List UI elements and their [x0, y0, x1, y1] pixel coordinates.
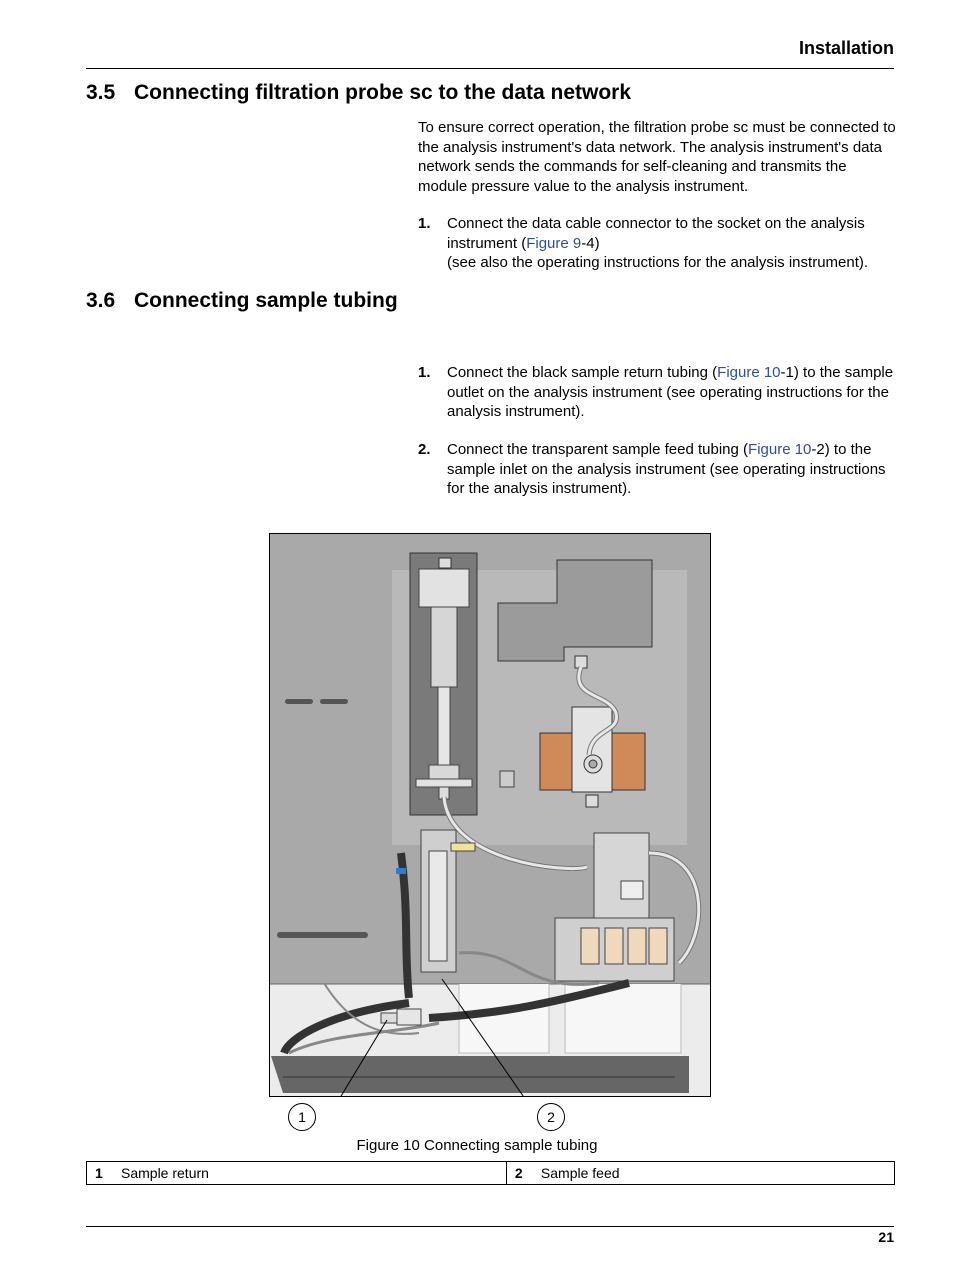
figure-link[interactable]: Figure 9: [526, 234, 582, 252]
legend-label: Sample return: [121, 1165, 209, 1181]
figure-caption: Figure 10 Connecting sample tubing: [356, 1137, 598, 1154]
step-item: [418, 214, 898, 273]
instrument-drawing: [269, 533, 711, 1097]
callout-2: 2: [537, 1103, 565, 1131]
step-number: 2.: [418, 441, 431, 458]
section-heading-3-5: [86, 81, 631, 105]
running-header: Installation: [798, 38, 894, 58]
page-number: 21: [878, 1229, 894, 1245]
step-text: Connect the black sample return tubing (: [447, 364, 718, 381]
legend-cell: [506, 1162, 894, 1185]
legend-key: 2: [514, 1165, 523, 1181]
section-title: Connecting sample tubing: [134, 289, 398, 312]
step-text: -1) to the sample outlet on the analysis instrument (see operating instructions for the analysis instrument).: [447, 364, 894, 420]
step-item: [418, 363, 898, 422]
step-number: 1.: [418, 364, 431, 381]
legend-label: Sample feed: [540, 1165, 620, 1181]
step-text: Connect the transparent sample feed tubing (: [447, 441, 749, 458]
figure-link[interactable]: Figure 10: [717, 364, 781, 381]
table-row: [87, 1162, 895, 1185]
footer-rule: [86, 1226, 894, 1227]
legend-key: 1: [95, 1165, 103, 1181]
step-text: Connect the data cable connector to the socket on the analysis instrument (: [447, 215, 865, 252]
section-number: 3.5: [86, 81, 116, 104]
section-heading-3-6: [86, 289, 398, 313]
step-item: [418, 440, 898, 499]
header-rule: [86, 68, 894, 69]
figure-illustration: [269, 533, 711, 1125]
step-text: -2) to the sample inlet on the analysis instrument (see operating instructions for the analysis instrument).: [447, 441, 886, 497]
figure-link[interactable]: Figure 10: [748, 441, 812, 458]
step-text: -4): [581, 234, 600, 252]
section-title: Connecting filtration probe sc to the data network: [134, 81, 632, 104]
callout-1: 1: [288, 1103, 316, 1131]
section-intro-paragraph: To ensure correct operation, the filtration probe sc must be connected to the analysis instrument's data network. The analysis instrument's data network sends the commands for self-cleaning and transmits the module pressure value to the analysis instrument.: [418, 119, 896, 195]
step-text-note: (see also the operating instructions for the analysis instrument).: [447, 254, 869, 271]
section-number: 3.6: [86, 289, 116, 312]
step-number: 1.: [418, 215, 431, 232]
legend-cell: [87, 1162, 507, 1185]
figure-legend-table: [86, 1161, 895, 1185]
